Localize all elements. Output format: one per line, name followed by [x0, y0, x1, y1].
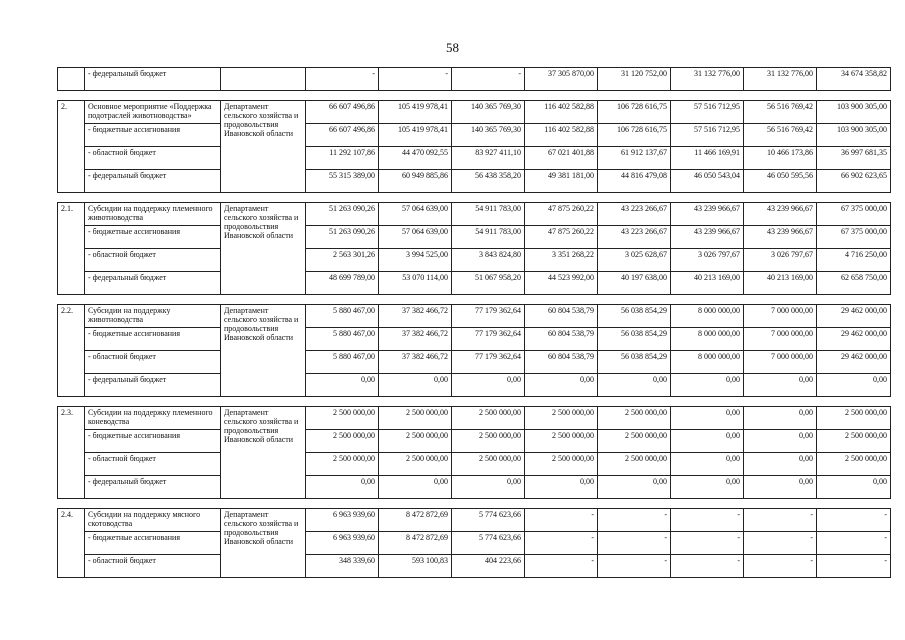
amount-cell: 44 523 992,00 [525, 272, 598, 295]
funding-source-label: - бюджетные ассигнования [85, 532, 221, 555]
spacer-cell [58, 499, 891, 509]
amount-cell: 8 472 872,69 [379, 509, 452, 532]
amount-cell: 54 911 783,00 [452, 226, 525, 249]
table-row [58, 124, 891, 147]
section-spacer [58, 397, 891, 407]
amount-cell: 67 375 000,00 [817, 203, 891, 226]
amount-cell: 49 381 181,00 [525, 170, 598, 193]
amount-cell: 8 000 000,00 [671, 305, 744, 328]
amount-cell: 8 000 000,00 [671, 328, 744, 351]
amount-cell: 7 000 000,00 [744, 328, 817, 351]
section-spacer [58, 91, 891, 101]
amount-cell: 2 500 000,00 [817, 430, 891, 453]
amount-cell: 2 500 000,00 [817, 407, 891, 430]
amount-cell: 0,00 [671, 407, 744, 430]
amount-cell: 66 902 623,65 [817, 170, 891, 193]
amount-cell: 11 466 169,91 [671, 147, 744, 170]
amount-cell: 62 658 750,00 [817, 272, 891, 295]
amount-cell: 2 500 000,00 [598, 407, 671, 430]
amount-cell: 2 500 000,00 [452, 453, 525, 476]
table-row [58, 305, 891, 328]
amount-cell: 8 000 000,00 [671, 351, 744, 374]
amount-cell: 2 500 000,00 [452, 407, 525, 430]
table-row [58, 509, 891, 532]
amount-cell: 31 120 752,00 [598, 68, 671, 91]
amount-cell: 48 699 789,00 [306, 272, 379, 295]
section-spacer [58, 499, 891, 509]
amount-cell: 0,00 [671, 453, 744, 476]
amount-cell: 106 728 616,75 [598, 101, 671, 124]
section-title: Субсидии на поддержку племенного коневодства [85, 407, 221, 430]
amount-cell: 0,00 [306, 374, 379, 397]
funding-source-label: - бюджетные ассигнования [85, 226, 221, 249]
amount-cell: 5 880 467,00 [306, 351, 379, 374]
section-title: Субсидии на поддержку племенного животноводства [85, 203, 221, 226]
amount-cell: 4 716 250,00 [817, 249, 891, 272]
spacer-cell [58, 193, 891, 203]
amount-cell: 43 239 966,67 [744, 203, 817, 226]
amount-cell: 43 223 266,67 [598, 226, 671, 249]
amount-cell: 3 994 525,00 [379, 249, 452, 272]
amount-cell: - [525, 555, 598, 578]
amount-cell: 0,00 [452, 476, 525, 499]
table-row [58, 226, 891, 249]
amount-cell: 43 239 966,67 [744, 226, 817, 249]
executor-cell [221, 68, 306, 91]
table-row [58, 532, 891, 555]
amount-cell: 77 179 362,64 [452, 351, 525, 374]
amount-cell: 3 351 268,22 [525, 249, 598, 272]
section-number: 2.3. [58, 407, 85, 499]
amount-cell: 47 875 260,22 [525, 226, 598, 249]
amount-cell: 66 607 496,86 [306, 124, 379, 147]
amount-cell: 0,00 [744, 430, 817, 453]
amount-cell: 140 365 769,30 [452, 124, 525, 147]
amount-cell: 31 132 776,00 [744, 68, 817, 91]
amount-cell: 2 500 000,00 [817, 453, 891, 476]
amount-cell: 56 038 854,29 [598, 305, 671, 328]
amount-cell: 2 500 000,00 [452, 430, 525, 453]
amount-cell: 67 375 000,00 [817, 226, 891, 249]
amount-cell: 0,00 [744, 476, 817, 499]
amount-cell: 2 500 000,00 [598, 453, 671, 476]
amount-cell: - [306, 68, 379, 91]
section-title: Субсидии на поддержку мясного скотоводства [85, 509, 221, 532]
amount-cell: 56 516 769,42 [744, 124, 817, 147]
amount-cell: - [452, 68, 525, 91]
table-row [58, 203, 891, 226]
page-number: 58 [446, 40, 459, 55]
amount-cell: 103 900 305,00 [817, 124, 891, 147]
amount-cell: 57 516 712,95 [671, 124, 744, 147]
amount-cell: 116 402 582,88 [525, 124, 598, 147]
table-row [58, 476, 891, 499]
amount-cell: - [817, 509, 891, 532]
amount-cell: 106 728 616,75 [598, 124, 671, 147]
amount-cell: 0,00 [671, 430, 744, 453]
funding-source-label: - федеральный бюджет [85, 272, 221, 295]
amount-cell: - [525, 532, 598, 555]
amount-cell: 43 239 966,67 [671, 226, 744, 249]
amount-cell: 37 305 870,00 [525, 68, 598, 91]
amount-cell: 593 100,83 [379, 555, 452, 578]
funding-source-label: - областной бюджет [85, 147, 221, 170]
amount-cell: 0,00 [379, 476, 452, 499]
executor-name: Департамент сельского хозяйства и продовольствия Ивановской области [221, 407, 306, 499]
budget-table [57, 67, 891, 578]
amount-cell: - [525, 509, 598, 532]
amount-cell: 3 026 797,67 [671, 249, 744, 272]
spacer-cell [58, 397, 891, 407]
executor-name: Департамент сельского хозяйства и продовольствия Ивановской области [221, 101, 306, 193]
executor-name: Департамент сельского хозяйства и продовольствия Ивановской области [221, 305, 306, 397]
amount-cell: 3 026 797,67 [744, 249, 817, 272]
amount-cell: - [744, 509, 817, 532]
amount-cell: 3 025 628,67 [598, 249, 671, 272]
funding-source-label: - областной бюджет [85, 351, 221, 374]
amount-cell: 0,00 [379, 374, 452, 397]
table-row [58, 272, 891, 295]
amount-cell: - [598, 532, 671, 555]
amount-cell: 57 064 639,00 [379, 203, 452, 226]
amount-cell: 2 500 000,00 [525, 407, 598, 430]
amount-cell: 56 516 769,42 [744, 101, 817, 124]
amount-cell: 5 774 623,66 [452, 509, 525, 532]
amount-cell: - [379, 68, 452, 91]
amount-cell: 66 607 496,86 [306, 101, 379, 124]
amount-cell: 44 470 092,55 [379, 147, 452, 170]
amount-cell: 44 816 479,08 [598, 170, 671, 193]
amount-cell: 56 038 854,29 [598, 351, 671, 374]
table-row [58, 68, 891, 91]
amount-cell: 5 880 467,00 [306, 305, 379, 328]
amount-cell: 51 263 090,26 [306, 226, 379, 249]
amount-cell: 40 213 169,00 [744, 272, 817, 295]
amount-cell: 8 472 872,69 [379, 532, 452, 555]
amount-cell: 105 419 978,41 [379, 101, 452, 124]
row-number-cell [58, 68, 85, 91]
funding-source-label: - федеральный бюджет [85, 68, 221, 91]
amount-cell: 61 912 137,67 [598, 147, 671, 170]
amount-cell: - [671, 555, 744, 578]
amount-cell: 47 875 260,22 [525, 203, 598, 226]
funding-source-label: - областной бюджет [85, 249, 221, 272]
executor-name: Департамент сельского хозяйства и продовольствия Ивановской области [221, 509, 306, 578]
amount-cell: 2 500 000,00 [525, 453, 598, 476]
amount-cell: 0,00 [452, 374, 525, 397]
spacer-cell [58, 295, 891, 305]
amount-cell: 40 213 169,00 [671, 272, 744, 295]
amount-cell: 60 804 538,79 [525, 305, 598, 328]
amount-cell: 0,00 [744, 374, 817, 397]
table-row [58, 407, 891, 430]
amount-cell: 6 963 939,60 [306, 509, 379, 532]
section-spacer [58, 295, 891, 305]
funding-source-label: - федеральный бюджет [85, 374, 221, 397]
amount-cell: 51 263 090,26 [306, 203, 379, 226]
section-number: 2.1. [58, 203, 85, 295]
amount-cell: 0,00 [817, 374, 891, 397]
amount-cell: - [744, 532, 817, 555]
amount-cell: 60 949 885,86 [379, 170, 452, 193]
amount-cell: 11 292 107,86 [306, 147, 379, 170]
amount-cell: 40 197 638,00 [598, 272, 671, 295]
amount-cell: 60 804 538,79 [525, 328, 598, 351]
spacer-cell [58, 91, 891, 101]
amount-cell: 57 516 712,95 [671, 101, 744, 124]
amount-cell: 29 462 000,00 [817, 351, 891, 374]
amount-cell: 36 997 681,35 [817, 147, 891, 170]
amount-cell: - [598, 509, 671, 532]
amount-cell: 37 382 466,72 [379, 305, 452, 328]
amount-cell: 0,00 [598, 476, 671, 499]
section-number: 2.4. [58, 509, 85, 578]
amount-cell: 60 804 538,79 [525, 351, 598, 374]
table-row [58, 147, 891, 170]
amount-cell: 2 500 000,00 [379, 407, 452, 430]
amount-cell: 77 179 362,64 [452, 328, 525, 351]
amount-cell: 103 900 305,00 [817, 101, 891, 124]
section-title: Субсидии на поддержку животноводства [85, 305, 221, 328]
amount-cell: 0,00 [671, 374, 744, 397]
amount-cell: 51 067 958,20 [452, 272, 525, 295]
amount-cell: 2 500 000,00 [306, 407, 379, 430]
table-row [58, 249, 891, 272]
amount-cell: 57 064 639,00 [379, 226, 452, 249]
amount-cell: 7 000 000,00 [744, 351, 817, 374]
amount-cell: 31 132 776,00 [671, 68, 744, 91]
amount-cell: 0,00 [525, 374, 598, 397]
amount-cell: 6 963 939,60 [306, 532, 379, 555]
amount-cell: 2 500 000,00 [379, 430, 452, 453]
amount-cell: 116 402 582,88 [525, 101, 598, 124]
amount-cell: 29 462 000,00 [817, 328, 891, 351]
table-row [58, 328, 891, 351]
amount-cell: - [744, 555, 817, 578]
amount-cell: - [817, 555, 891, 578]
table-row [58, 430, 891, 453]
amount-cell: 0,00 [598, 374, 671, 397]
amount-cell: 10 466 173,86 [744, 147, 817, 170]
amount-cell: 0,00 [525, 476, 598, 499]
amount-cell: 105 419 978,41 [379, 124, 452, 147]
amount-cell: - [671, 532, 744, 555]
funding-source-label: - областной бюджет [85, 453, 221, 476]
amount-cell: 348 339,60 [306, 555, 379, 578]
amount-cell: 37 382 466,72 [379, 351, 452, 374]
section-number: 2. [58, 101, 85, 193]
amount-cell: 2 500 000,00 [525, 430, 598, 453]
amount-cell: 3 843 824,80 [452, 249, 525, 272]
table-row [58, 555, 891, 578]
executor-name: Департамент сельского хозяйства и продовольствия Ивановской области [221, 203, 306, 295]
table-row [58, 351, 891, 374]
amount-cell: 43 239 966,67 [671, 203, 744, 226]
table-row [58, 374, 891, 397]
amount-cell: 34 674 358,82 [817, 68, 891, 91]
amount-cell: 2 500 000,00 [306, 430, 379, 453]
amount-cell: 2 500 000,00 [306, 453, 379, 476]
amount-cell: 53 070 114,00 [379, 272, 452, 295]
funding-source-label: - бюджетные ассигнования [85, 328, 221, 351]
amount-cell: 2 563 301,26 [306, 249, 379, 272]
amount-cell: 29 462 000,00 [817, 305, 891, 328]
amount-cell: 37 382 466,72 [379, 328, 452, 351]
amount-cell: 46 050 543,04 [671, 170, 744, 193]
amount-cell: 77 179 362,64 [452, 305, 525, 328]
amount-cell: 2 500 000,00 [598, 430, 671, 453]
amount-cell: 5 880 467,00 [306, 328, 379, 351]
amount-cell: 54 911 783,00 [452, 203, 525, 226]
amount-cell: 0,00 [817, 476, 891, 499]
amount-cell: - [817, 532, 891, 555]
funding-source-label: - бюджетные ассигнования [85, 430, 221, 453]
table-row [58, 170, 891, 193]
amount-cell: 67 021 401,88 [525, 147, 598, 170]
table-row [58, 453, 891, 476]
section-title: Основное мероприятие «Поддержка подотраслей животноводства» [85, 101, 221, 124]
amount-cell: 404 223,66 [452, 555, 525, 578]
amount-cell: 140 365 769,30 [452, 101, 525, 124]
amount-cell: 0,00 [744, 407, 817, 430]
amount-cell: 2 500 000,00 [379, 453, 452, 476]
funding-source-label: - бюджетные ассигнования [85, 124, 221, 147]
amount-cell: 0,00 [306, 476, 379, 499]
amount-cell: - [671, 509, 744, 532]
amount-cell: 46 050 595,56 [744, 170, 817, 193]
amount-cell: 55 315 389,00 [306, 170, 379, 193]
funding-source-label: - федеральный бюджет [85, 170, 221, 193]
amount-cell: 83 927 411,10 [452, 147, 525, 170]
amount-cell: 0,00 [671, 476, 744, 499]
amount-cell: 5 774 623,66 [452, 532, 525, 555]
section-number: 2.2. [58, 305, 85, 397]
amount-cell: 0,00 [744, 453, 817, 476]
amount-cell: 56 438 358,20 [452, 170, 525, 193]
amount-cell: 7 000 000,00 [744, 305, 817, 328]
section-spacer [58, 193, 891, 203]
amount-cell: 56 038 854,29 [598, 328, 671, 351]
amount-cell: 43 223 266,67 [598, 203, 671, 226]
funding-source-label: - областной бюджет [85, 555, 221, 578]
amount-cell: - [598, 555, 671, 578]
funding-source-label: - федеральный бюджет [85, 476, 221, 499]
table-row [58, 101, 891, 124]
